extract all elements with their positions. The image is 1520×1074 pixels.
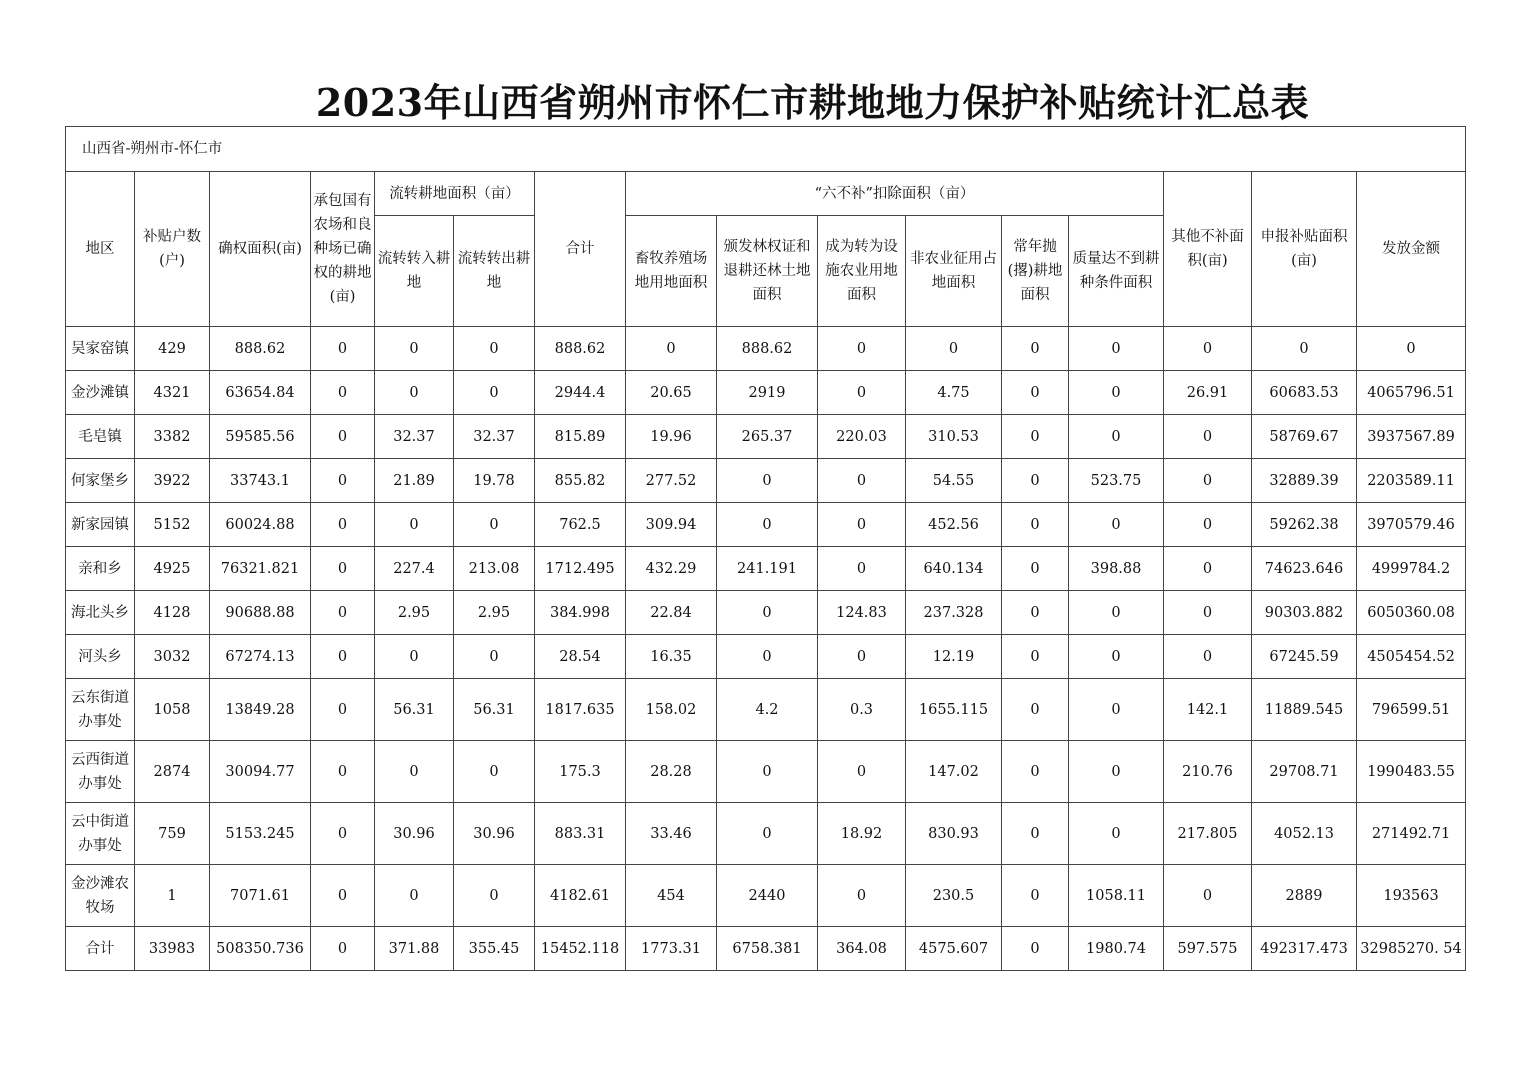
total-cell: 6758.381	[717, 927, 818, 971]
table-cell: 0	[1069, 415, 1164, 459]
table-cell: 0	[1069, 371, 1164, 415]
table-cell: 0	[1164, 327, 1252, 371]
table-cell: 217.805	[1164, 803, 1252, 865]
table-cell: 5152	[135, 503, 210, 547]
table-cell: 0	[1002, 635, 1069, 679]
table-cell: 22.84	[626, 591, 717, 635]
header-transfer-group: 流转耕地面积（亩）	[375, 172, 535, 216]
table-cell: 0	[818, 635, 906, 679]
table-cell: 4.75	[906, 371, 1002, 415]
table-cell: 429	[135, 327, 210, 371]
table-cell: 0	[375, 503, 454, 547]
table-cell: 815.89	[535, 415, 626, 459]
table-cell: 193563	[1357, 865, 1466, 927]
header-total: 合计	[535, 172, 626, 327]
table-cell: 13849.28	[210, 679, 311, 741]
total-cell: 15452.118	[535, 927, 626, 971]
table-cell: 32.37	[375, 415, 454, 459]
table-cell: 4128	[135, 591, 210, 635]
table-cell: 0	[311, 865, 375, 927]
table-row	[66, 547, 1466, 591]
table-cell: 0	[375, 327, 454, 371]
table-cell: 855.82	[535, 459, 626, 503]
table-cell: 3922	[135, 459, 210, 503]
header-amount: 发放金额	[1357, 172, 1466, 327]
table-cell: 29708.71	[1252, 741, 1357, 803]
table-cell: 30.96	[375, 803, 454, 865]
table-cell: 4052.13	[1252, 803, 1357, 865]
row-area-name: 何家堡乡	[66, 459, 135, 503]
table-cell: 0	[311, 741, 375, 803]
table-cell: 28.28	[626, 741, 717, 803]
table-cell: 0	[311, 635, 375, 679]
table-cell: 0	[717, 459, 818, 503]
header-households: 补贴户数(户)	[135, 172, 210, 327]
table-cell: 265.37	[717, 415, 818, 459]
row-area-name: 金沙滩农牧场	[66, 865, 135, 927]
table-cell: 74623.646	[1252, 547, 1357, 591]
row-area-name: 新家园镇	[66, 503, 135, 547]
table-cell: 60024.88	[210, 503, 311, 547]
table-cell: 0	[311, 803, 375, 865]
table-cell: 2203589.11	[1357, 459, 1466, 503]
table-cell: 4065796.51	[1357, 371, 1466, 415]
table-cell: 124.83	[818, 591, 906, 635]
table-cell: 220.03	[818, 415, 906, 459]
table-cell: 0	[1002, 547, 1069, 591]
table-cell: 3032	[135, 635, 210, 679]
table-cell: 213.08	[454, 547, 535, 591]
table-cell: 0	[1069, 635, 1164, 679]
table-cell: 0	[717, 503, 818, 547]
table-cell: 56.31	[375, 679, 454, 741]
table-cell: 0	[1252, 327, 1357, 371]
table-cell: 0	[1002, 415, 1069, 459]
total-cell: 1773.31	[626, 927, 717, 971]
header-confirmed-area: 确权面积(亩)	[210, 172, 311, 327]
table-cell: 0	[818, 327, 906, 371]
table-cell: 0	[1164, 865, 1252, 927]
table-cell: 227.4	[375, 547, 454, 591]
header-declared: 申报补贴面积(亩)	[1252, 172, 1357, 327]
total-cell: 4575.607	[906, 927, 1002, 971]
table-cell: 0	[454, 371, 535, 415]
table-cell: 21.89	[375, 459, 454, 503]
table-cell: 523.75	[1069, 459, 1164, 503]
table-cell: 2440	[717, 865, 818, 927]
total-row	[66, 927, 1466, 971]
header-state-farm: 承包国有农场和良种场已确权的耕地(亩)	[311, 172, 375, 327]
total-cell: 1980.74	[1069, 927, 1164, 971]
table-cell: 1655.115	[906, 679, 1002, 741]
table-cell: 16.35	[626, 635, 717, 679]
table-cell: 20.65	[626, 371, 717, 415]
table-row	[66, 803, 1466, 865]
table-cell: 33743.1	[210, 459, 311, 503]
header-facility: 成为转为设施农业用地面积	[818, 216, 906, 327]
table-cell: 0	[1069, 741, 1164, 803]
table-cell: 0	[1164, 635, 1252, 679]
table-cell: 0	[454, 865, 535, 927]
table-cell: 90688.88	[210, 591, 311, 635]
table-row	[66, 415, 1466, 459]
table-row	[66, 635, 1466, 679]
table-cell: 59262.38	[1252, 503, 1357, 547]
table-cell: 310.53	[906, 415, 1002, 459]
table-cell: 6050360.08	[1357, 591, 1466, 635]
table-cell: 640.134	[906, 547, 1002, 591]
table-cell: 0	[1002, 459, 1069, 503]
total-cell: 597.575	[1164, 927, 1252, 971]
table-cell: 0	[1002, 591, 1069, 635]
table-cell: 58769.67	[1252, 415, 1357, 459]
table-cell: 0	[375, 635, 454, 679]
table-cell: 0	[1164, 415, 1252, 459]
table-cell: 0	[375, 371, 454, 415]
table-cell: 4321	[135, 371, 210, 415]
table-cell: 0	[1002, 679, 1069, 741]
table-cell: 5153.245	[210, 803, 311, 865]
table-cell: 0	[1164, 459, 1252, 503]
subsidy-summary-table	[65, 126, 1466, 971]
table-cell: 0	[311, 591, 375, 635]
table-cell: 4925	[135, 547, 210, 591]
table-cell: 0	[818, 547, 906, 591]
row-area-name: 亲和乡	[66, 547, 135, 591]
table-cell: 28.54	[535, 635, 626, 679]
table-cell: 830.93	[906, 803, 1002, 865]
table-cell: 0	[717, 803, 818, 865]
table-cell: 1058.11	[1069, 865, 1164, 927]
table-cell: 26.91	[1164, 371, 1252, 415]
header-transfer-in: 流转转入耕地	[375, 216, 454, 327]
table-cell: 762.5	[535, 503, 626, 547]
table-cell: 4182.61	[535, 865, 626, 927]
table-cell: 32889.39	[1252, 459, 1357, 503]
table-cell: 0	[1069, 679, 1164, 741]
table-cell: 90303.882	[1252, 591, 1357, 635]
table-cell: 0	[1002, 865, 1069, 927]
table-cell: 0	[717, 741, 818, 803]
total-cell: 371.88	[375, 927, 454, 971]
table-cell: 2874	[135, 741, 210, 803]
row-area-name: 金沙滩镇	[66, 371, 135, 415]
table-cell: 2919	[717, 371, 818, 415]
table-cell: 230.5	[906, 865, 1002, 927]
total-cell: 508350.736	[210, 927, 311, 971]
region-path: 山西省-朔州市-怀仁市	[66, 127, 1466, 172]
table-cell: 210.76	[1164, 741, 1252, 803]
table-cell: 0	[1002, 503, 1069, 547]
table-cell: 384.998	[535, 591, 626, 635]
table-cell: 175.3	[535, 741, 626, 803]
table-row	[66, 865, 1466, 927]
total-cell: 32985270. 54	[1357, 927, 1466, 971]
row-area-name: 海北头乡	[66, 591, 135, 635]
table-row	[66, 327, 1466, 371]
table-row	[66, 679, 1466, 741]
table-cell: 0	[1002, 741, 1069, 803]
table-cell: 1817.635	[535, 679, 626, 741]
total-cell: 364.08	[818, 927, 906, 971]
table-cell: 0	[311, 371, 375, 415]
row-area-name: 云中街道办事处	[66, 803, 135, 865]
table-cell: 18.92	[818, 803, 906, 865]
table-cell: 60683.53	[1252, 371, 1357, 415]
table-cell: 796599.51	[1357, 679, 1466, 741]
table-cell: 888.62	[717, 327, 818, 371]
total-cell: 0	[1002, 927, 1069, 971]
table-cell: 0	[311, 415, 375, 459]
table-cell: 0	[717, 591, 818, 635]
row-area-name: 云东街道办事处	[66, 679, 135, 741]
table-cell: 59585.56	[210, 415, 311, 459]
table-cell: 0	[454, 503, 535, 547]
table-cell: 452.56	[906, 503, 1002, 547]
table-row	[66, 741, 1466, 803]
table-row	[66, 371, 1466, 415]
table-cell: 33.46	[626, 803, 717, 865]
header-forest: 颁发林权证和退耕还林土地面积	[717, 216, 818, 327]
table-cell: 0	[1002, 327, 1069, 371]
table-cell: 241.191	[717, 547, 818, 591]
table-cell: 0	[1002, 803, 1069, 865]
table-cell: 888.62	[535, 327, 626, 371]
table-cell: 4.2	[717, 679, 818, 741]
table-cell: 0	[311, 327, 375, 371]
table-cell: 0	[818, 865, 906, 927]
total-cell: 0	[311, 927, 375, 971]
table-cell: 0	[311, 679, 375, 741]
table-cell: 237.328	[906, 591, 1002, 635]
header-abandoned: 常年抛(撂)耕地面积	[1002, 216, 1069, 327]
header-non-agri: 非农业征用占地面积	[906, 216, 1002, 327]
table-cell: 0	[311, 503, 375, 547]
row-area-name: 云西街道办事处	[66, 741, 135, 803]
table-cell: 30094.77	[210, 741, 311, 803]
table-cell: 0	[818, 503, 906, 547]
header-quality: 质量达不到耕种条件面积	[1069, 216, 1164, 327]
table-cell: 0	[454, 635, 535, 679]
total-cell: 492317.473	[1252, 927, 1357, 971]
table-cell: 2.95	[375, 591, 454, 635]
table-cell: 0	[717, 635, 818, 679]
table-cell: 2944.4	[535, 371, 626, 415]
table-row	[66, 459, 1466, 503]
table-cell: 0	[454, 741, 535, 803]
table-cell: 0	[311, 459, 375, 503]
header-transfer-out: 流转转出耕地	[454, 216, 535, 327]
total-cell: 33983	[135, 927, 210, 971]
table-cell: 63654.84	[210, 371, 311, 415]
table-cell: 12.19	[906, 635, 1002, 679]
table-cell: 0	[1069, 503, 1164, 547]
table-cell: 56.31	[454, 679, 535, 741]
row-area-name: 吴家窑镇	[66, 327, 135, 371]
table-cell: 0	[311, 547, 375, 591]
table-cell: 76321.821	[210, 547, 311, 591]
table-cell: 277.52	[626, 459, 717, 503]
table-cell: 0	[818, 371, 906, 415]
table-cell: 0	[1164, 547, 1252, 591]
table-cell: 32.37	[454, 415, 535, 459]
table-cell: 271492.71	[1357, 803, 1466, 865]
table-cell: 398.88	[1069, 547, 1164, 591]
table-cell: 454	[626, 865, 717, 927]
table-cell: 3970579.46	[1357, 503, 1466, 547]
table-cell: 142.1	[1164, 679, 1252, 741]
table-cell: 54.55	[906, 459, 1002, 503]
table-cell: 0	[1164, 503, 1252, 547]
table-cell: 0.3	[818, 679, 906, 741]
table-cell: 888.62	[210, 327, 311, 371]
table-cell: 0	[375, 865, 454, 927]
table-cell: 19.96	[626, 415, 717, 459]
table-cell: 30.96	[454, 803, 535, 865]
table-cell: 0	[818, 741, 906, 803]
table-cell: 11889.545	[1252, 679, 1357, 741]
table-cell: 2889	[1252, 865, 1357, 927]
table-cell: 67274.13	[210, 635, 311, 679]
table-cell: 0	[906, 327, 1002, 371]
table-cell: 1990483.55	[1357, 741, 1466, 803]
page-title: 2023年山西省朔州市怀仁市耕地地力保护补贴统计汇总表	[315, 80, 1310, 125]
table-cell: 1712.495	[535, 547, 626, 591]
header-livestock: 畜牧养殖场地用地面积	[626, 216, 717, 327]
table-cell: 158.02	[626, 679, 717, 741]
table-cell: 3382	[135, 415, 210, 459]
total-label: 合计	[66, 927, 135, 971]
table-cell: 0	[1069, 803, 1164, 865]
table-cell: 2.95	[454, 591, 535, 635]
table-cell: 4505454.52	[1357, 635, 1466, 679]
table-cell: 0	[1357, 327, 1466, 371]
header-area: 地区	[66, 172, 135, 327]
table-cell: 883.31	[535, 803, 626, 865]
table-cell: 0	[1069, 327, 1164, 371]
table-cell: 0	[1164, 591, 1252, 635]
total-cell: 355.45	[454, 927, 535, 971]
table-cell: 0	[1069, 591, 1164, 635]
table-cell: 3937567.89	[1357, 415, 1466, 459]
table-cell: 1058	[135, 679, 210, 741]
table-row	[66, 503, 1466, 547]
table-cell: 67245.59	[1252, 635, 1357, 679]
table-cell: 0	[1002, 371, 1069, 415]
table-cell: 1	[135, 865, 210, 927]
table-row	[66, 591, 1466, 635]
row-area-name: 毛皂镇	[66, 415, 135, 459]
table-cell: 4999784.2	[1357, 547, 1466, 591]
table-cell: 19.78	[454, 459, 535, 503]
table-cell: 759	[135, 803, 210, 865]
table-cell: 0	[818, 459, 906, 503]
table-cell: 432.29	[626, 547, 717, 591]
table-cell: 7071.61	[210, 865, 311, 927]
table-cell: 0	[454, 327, 535, 371]
table-cell: 147.02	[906, 741, 1002, 803]
table-cell: 0	[626, 327, 717, 371]
header-deduct-group: “六不补”扣除面积（亩）	[626, 172, 1164, 216]
table-cell: 0	[375, 741, 454, 803]
row-area-name: 河头乡	[66, 635, 135, 679]
table-cell: 309.94	[626, 503, 717, 547]
header-other: 其他不补面积(亩)	[1164, 172, 1252, 327]
